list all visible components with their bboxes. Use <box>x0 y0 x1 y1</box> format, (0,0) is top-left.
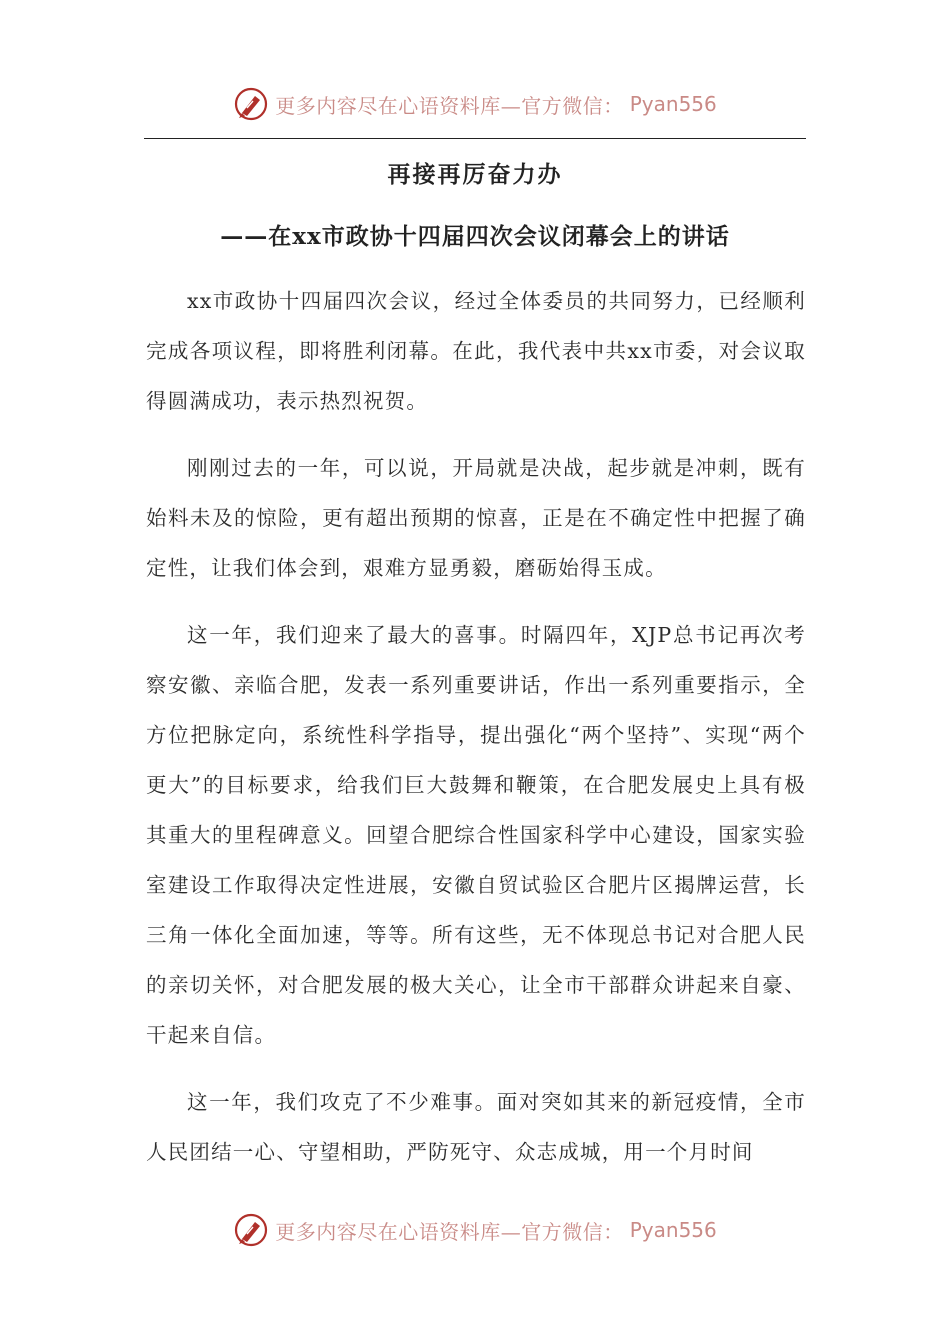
paragraph: 这一年，我们攻克了不少难事。面对突如其来的新冠疫情，全市人民团结一心、守望相助，严防死守、众志成城，用一个月时间 <box>146 1090 806 1164</box>
document-subtitle: ——在xx市政协十四届四次会议闭幕会上的讲话 <box>220 223 730 250</box>
footer-banner-wechat: Pyan556 <box>629 1218 717 1242</box>
footer-banner <box>0 1208 950 1252</box>
paragraph: 刚刚过去的一年，可以说，开局就是决战，起步就是冲刺，既有始料未及的惊险，更有超出预期的惊喜，正是在不确定性中把握了确定性，让我们体会到，艰难方显勇毅，磨砺始得玉成。 <box>146 456 806 580</box>
paragraph: 这一年，我们迎来了最大的喜事。时隔四年，XJP总书记再次考察安徽、亲临合肥，发表一系列重要讲话，作出一系列重要指示，全方位把脉定向，系统性科学指导，提出强化“两个坚持”、实现“两个更大”的目标要求，给我们巨大鼓舞和鞭策，在合肥发展史上具有极其重大的里程碑意义。回望合肥综合性国家科学中心建设，国家实验室建设工作取得决定性进展，安徽自贸试验区合肥片区揭牌运营，长三角一体化全面加速，等等。所有这些，无不体现总书记对合肥人民的亲切关怀，对合肥发展的极大关心，让全市干部群众讲起来自豪、干起来自信。 <box>146 623 806 1047</box>
pen-nib-logo-icon <box>233 86 269 122</box>
document-body <box>146 276 806 1194</box>
header-banner-wechat: Pyan556 <box>629 92 717 116</box>
header-divider <box>144 138 806 139</box>
header-banner-text: 更多内容尽在心语资料库—官方微信： <box>275 93 624 118</box>
header-banner <box>0 82 950 126</box>
footer-banner-text: 更多内容尽在心语资料库—官方微信： <box>275 1219 624 1244</box>
document-title: 再接再厉奋力办 <box>387 161 563 188</box>
pen-nib-logo-icon <box>233 1212 269 1248</box>
paragraph: xx市政协十四届四次会议，经过全体委员的共同努力，已经顺利完成各项议程，即将胜利闭幕。在此，我代表中共xx市委，对会议取得圆满成功，表示热烈祝贺。 <box>146 289 806 413</box>
